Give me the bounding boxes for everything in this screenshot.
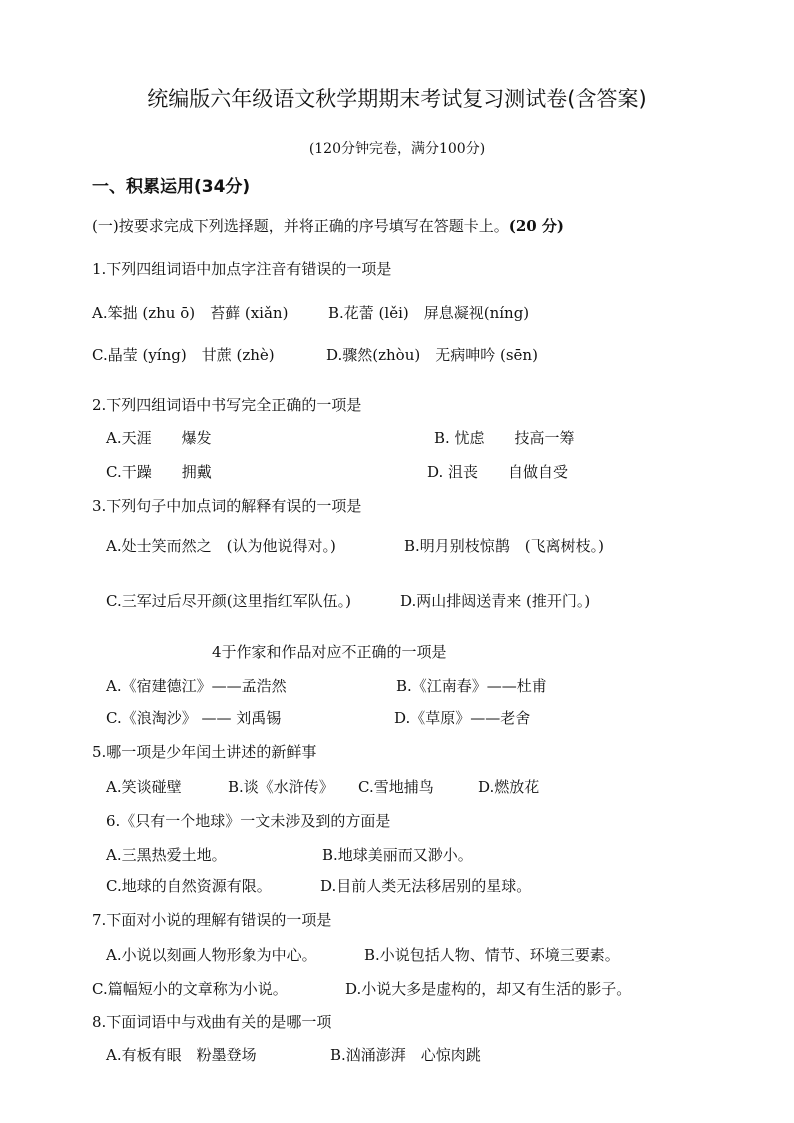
question-option: B.《江南春》——杜甫 bbox=[396, 677, 547, 695]
question-option: B.汹涌澎湃 心惊肉跳 bbox=[330, 1046, 481, 1064]
question-option: B.地球美丽而又渺小。 bbox=[322, 846, 473, 864]
question-option: D.目前人类无法移居别的星球。 bbox=[320, 877, 532, 895]
question-option: C.地球的自然资源有限。 bbox=[106, 877, 272, 895]
question-option: B.花蕾 (lěi) 屏息凝视(níng) bbox=[328, 304, 530, 322]
question-option: C.晶莹 (yíng) 甘蔗 (zhè) bbox=[92, 346, 275, 364]
question-option: A.天涯 爆发 bbox=[106, 429, 212, 447]
question-stem: 3.下列句子中加点词的解释有误的一项是 bbox=[92, 497, 362, 515]
question-stem: 1.下列四组词语中加点字注音有错误的一项是 bbox=[92, 260, 392, 278]
question-stem: 2.下列四组词语中书写完全正确的一项是 bbox=[92, 396, 362, 414]
question-option: A.三黑热爱土地。 bbox=[106, 846, 227, 864]
question-option: C.篇幅短小的文章称为小说。 bbox=[92, 980, 288, 998]
question-option: A.小说以刻画人物形象为中心。 bbox=[106, 946, 317, 964]
question-stem: 4于作家和作品对应不正确的一项是 bbox=[212, 643, 447, 661]
question-option: C.三军过后尽开颜(这里指红军队伍。) bbox=[106, 592, 351, 610]
instruction-score: (20 分) bbox=[508, 217, 565, 235]
question-option: A.笑谈碰壁 bbox=[106, 778, 182, 796]
question-option: D. 沮丧 自做自受 bbox=[427, 463, 569, 481]
page-title: 统编版六年级语文秋学期期末考试复习测试卷(含答案) bbox=[147, 87, 647, 111]
question-option: D.骤然(zhòu) 无病呻吟 (sēn) bbox=[326, 346, 538, 364]
question-option: A.笨拙 (zhu ō) 苔藓 (xiǎn) bbox=[92, 304, 289, 322]
question-option: C.雪地捕鸟 bbox=[358, 778, 434, 796]
question-stem: 8.下面词语中与戏曲有关的是哪一项 bbox=[92, 1013, 332, 1031]
question-option: C.干躁 拥戴 bbox=[106, 463, 212, 481]
question-option: B.明月别枝惊鹊 (飞离树枝。) bbox=[404, 537, 604, 555]
section-instruction bbox=[92, 217, 564, 235]
question-option: B.小说包括人物、情节、环境三要素。 bbox=[364, 946, 620, 964]
question-option: D.燃放花 bbox=[478, 778, 540, 796]
section-heading: 一、积累运用(34分) bbox=[92, 177, 251, 197]
page-subtitle: (120分钟完卷，满分100分) bbox=[308, 141, 486, 157]
question-stem: 5.哪一项是少年闰土讲述的新鲜事 bbox=[92, 743, 317, 761]
question-option: B. 忧虑 技高一筹 bbox=[434, 429, 575, 447]
instruction-text: (一)按要求完成下列选择题，并将正确的序号填写在答题卡上。 bbox=[92, 217, 509, 235]
question-option: B.谈《水浒传》 bbox=[228, 778, 334, 796]
question-option: D.小说大多是虚构的，却又有生活的影子。 bbox=[345, 980, 632, 998]
question-option: A.《宿建德江》——孟浩然 bbox=[106, 677, 287, 695]
question-option: D.《草原》——老舍 bbox=[394, 709, 531, 727]
question-option: C.《浪淘沙》 —— 刘禹锡 bbox=[106, 709, 282, 727]
question-option: A.有板有眼 粉墨登场 bbox=[106, 1046, 257, 1064]
question-option: A.处士笑而然之 (认为他说得对。) bbox=[106, 537, 336, 555]
question-stem: 6.《只有一个地球》一文未涉及到的方面是 bbox=[106, 812, 391, 830]
question-stem: 7.下面对小说的理解有错误的一项是 bbox=[92, 911, 332, 929]
question-option: D.两山排闼送青来 (推开门。) bbox=[400, 592, 591, 610]
